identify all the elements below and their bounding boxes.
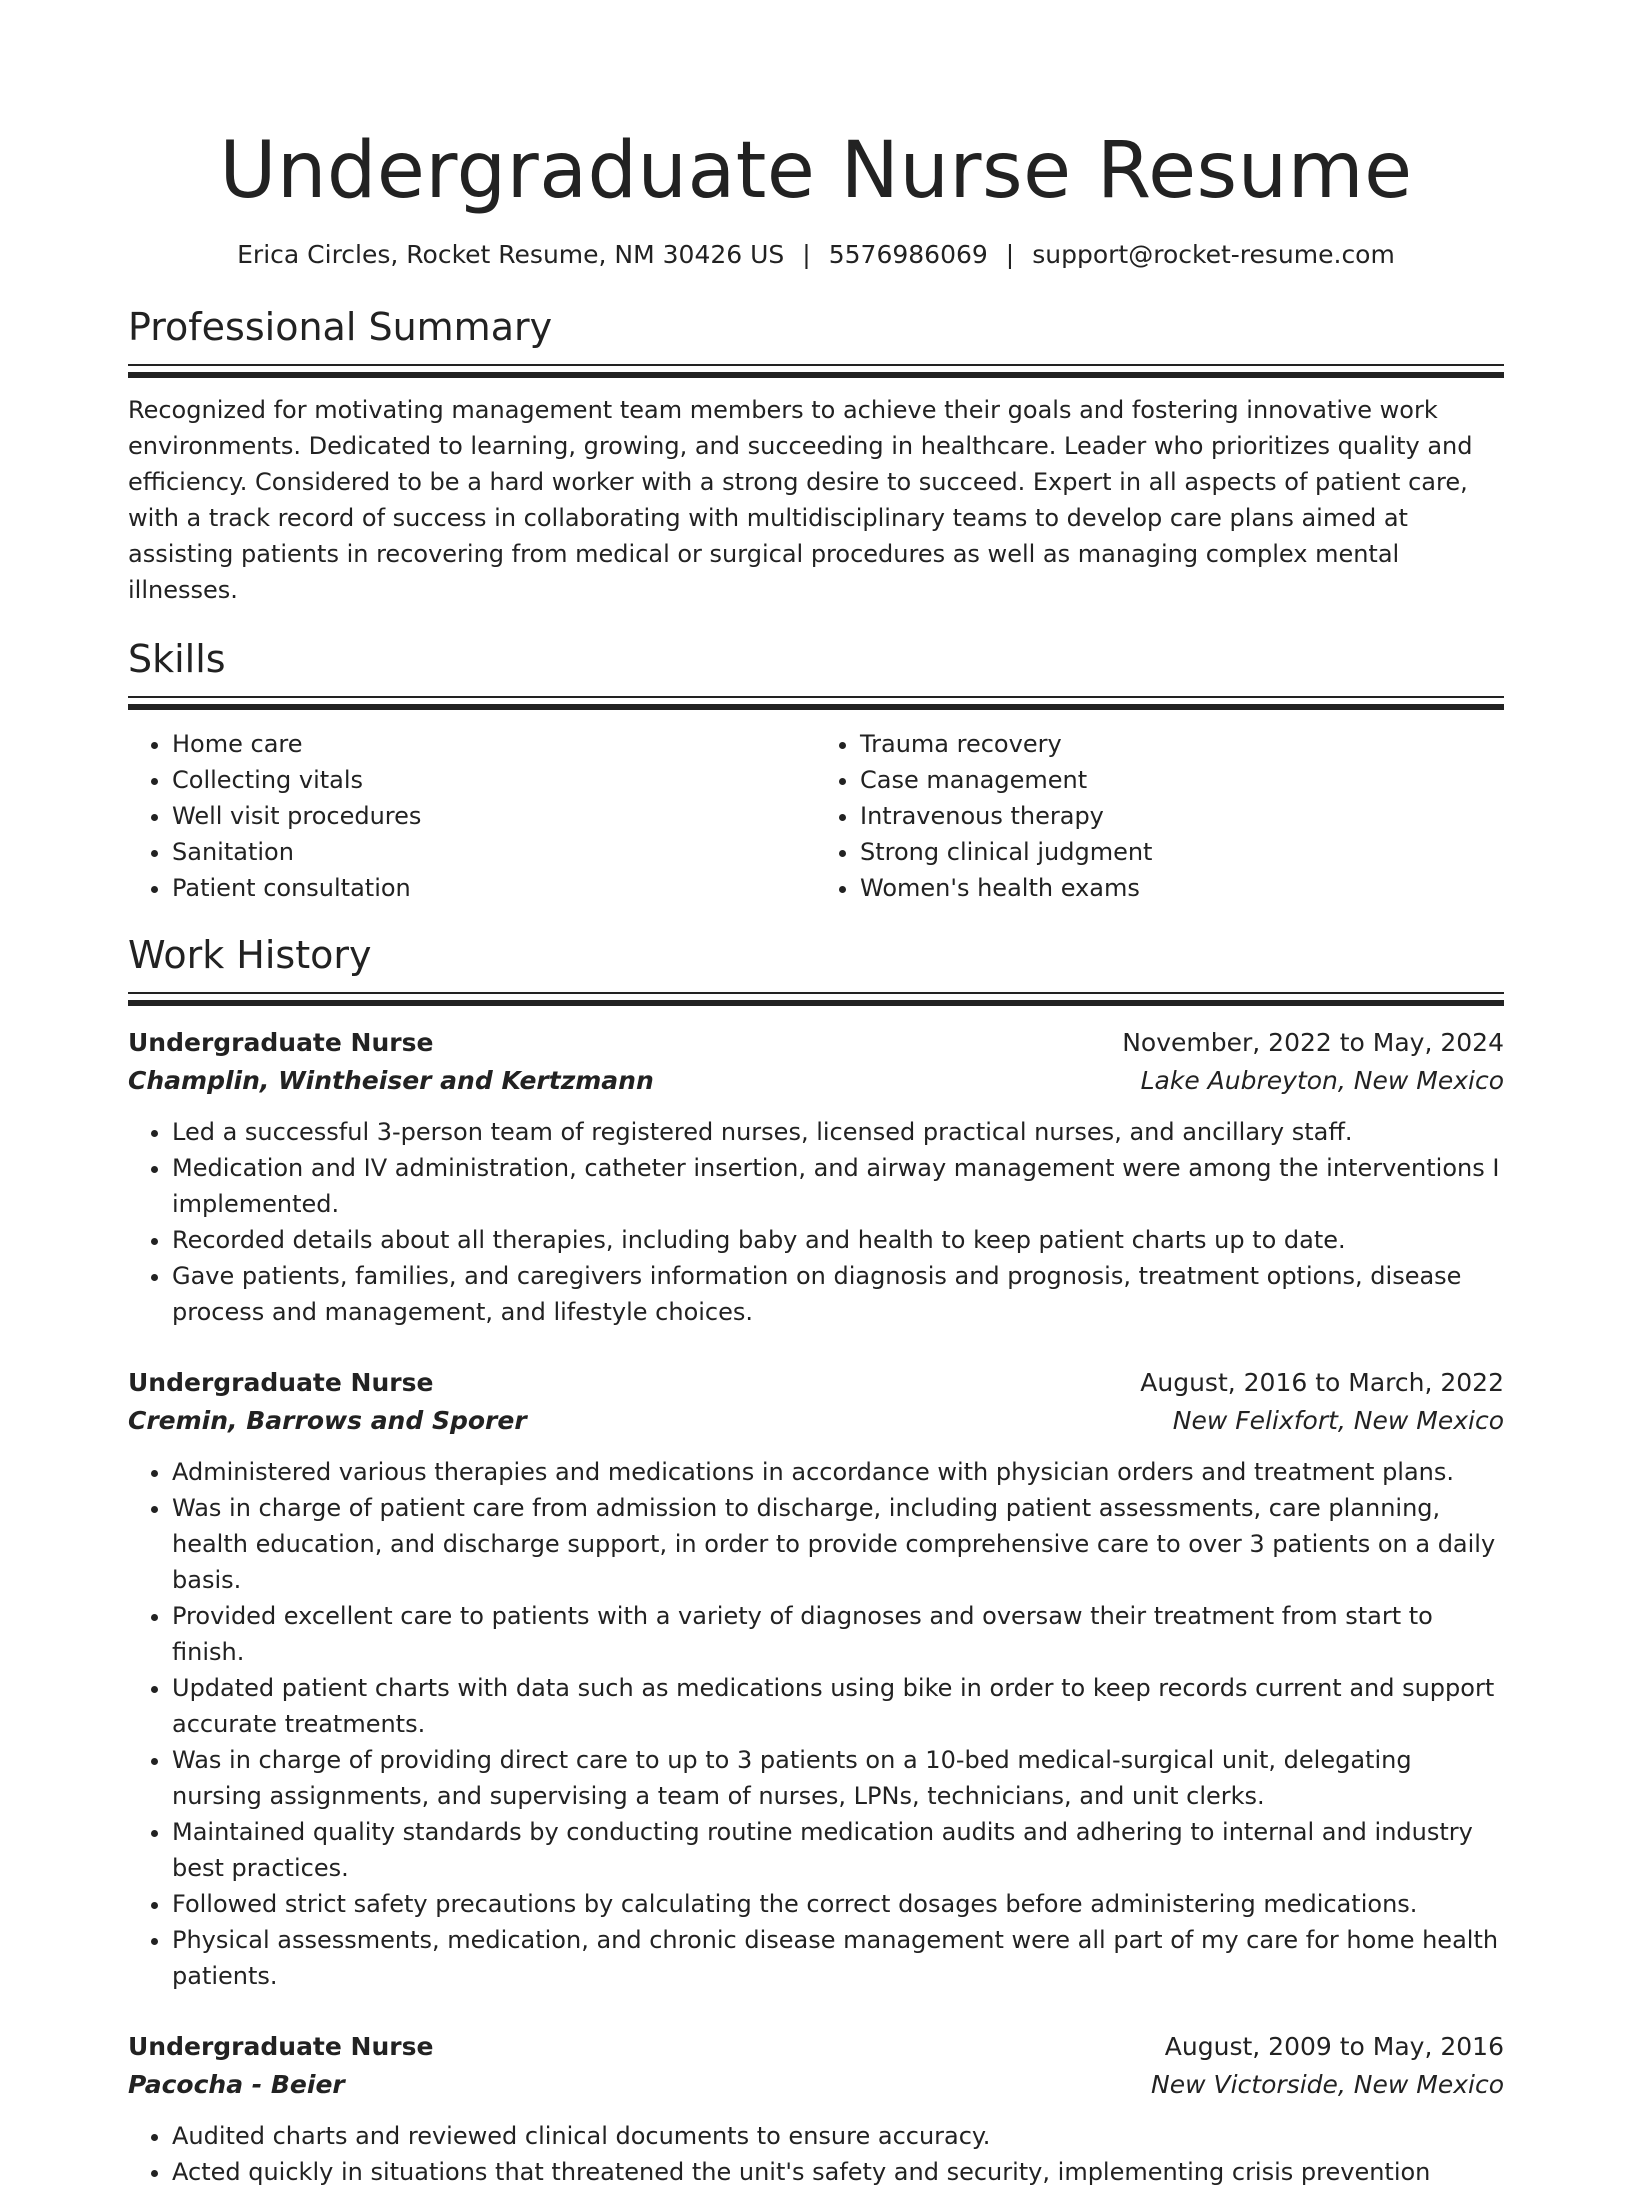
job-bullet: • Audited charts and reviewed clinical documents to ensure accuracy. (172, 2118, 1504, 2154)
job-company: Pacocha - Beier (128, 2070, 345, 2099)
job-subheader (128, 1402, 1504, 1440)
job-entry (128, 1364, 1504, 1994)
contact-email: support@rocket-resume.com (1032, 240, 1395, 269)
skill-item: • Collecting vitals (172, 762, 816, 798)
summary-text: Recognized for motivating management team members to achieve their goals and fostering innovative work environments. Dedicated to learning, growing, and succeeding in healthcare. Leader who prioritizes quality and efficiency. Considered to be a hard worker with a strong desire to succeed. Expert in all aspects of patient care, with a track record of success in collaborating with multidisciplinary teams to develop care plans aimed at assisting patients in recovering from medical or surgical procedures as well as managing complex mental illnesses. (128, 396, 1473, 604)
contact-separator: | (802, 240, 811, 269)
job-entry (128, 2028, 1504, 2190)
contact-address: Erica Circles, Rocket Resume, NM 30426 US (237, 240, 785, 269)
summary-heading: Professional Summary (128, 305, 553, 349)
job-bullet: • Led a successful 3-person team of registered nurses, licensed practical nurses, and ancillary staff. (172, 1114, 1504, 1150)
job-bullet: • Provided excellent care to patients with a variety of diagnoses and oversaw their treatment from start to finish. (172, 1598, 1504, 1670)
job-bullet: • Administered various therapies and medications in accordance with physician orders and treatment plans. (172, 1454, 1504, 1490)
job-dates: August, 2016 to March, 2022 (1140, 1368, 1504, 1397)
job-company: Champlin, Wintheiser and Kertzmann (128, 1066, 654, 1095)
section-divider (128, 696, 1504, 710)
job-bullets (128, 1114, 1504, 1330)
job-bullet: • Updated patient charts with data such as medications using bike in order to keep records current and support accurate treatments. (172, 1670, 1504, 1742)
skills-heading: Skills (128, 637, 226, 681)
job-entry (128, 1024, 1504, 1330)
skill-item: • Well visit procedures (172, 798, 816, 834)
job-header (128, 1364, 1504, 1402)
job-subheader (128, 1062, 1504, 1100)
job-header (128, 2028, 1504, 2066)
job-header (128, 1024, 1504, 1062)
skills-list-left (128, 726, 816, 906)
job-bullets (128, 2118, 1504, 2190)
skill-item: • Patient consultation (172, 870, 816, 906)
job-dates: August, 2009 to May, 2016 (1164, 2032, 1504, 2061)
work-section (128, 932, 1504, 2190)
skills-columns (128, 726, 1504, 906)
skills-list-right (816, 726, 1504, 906)
skill-item: • Home care (172, 726, 816, 762)
section-divider (128, 992, 1504, 1006)
section-divider (128, 364, 1504, 378)
resume-page (128, 0, 1504, 2190)
skill-item: • Women's health exams (860, 870, 1504, 906)
job-company: Cremin, Barrows and Sporer (128, 1406, 527, 1435)
job-bullets (128, 1454, 1504, 1994)
work-heading: Work History (128, 933, 372, 977)
skill-item: • Trauma recovery (860, 726, 1504, 762)
contact-line (128, 238, 1504, 272)
job-bullet: • Gave patients, families, and caregivers information on diagnosis and prognosis, treatment options, disease process and management, and lifestyle choices. (172, 1258, 1504, 1330)
job-title: Undergraduate Nurse (128, 2032, 434, 2061)
job-bullet: • Followed strict safety precautions by calculating the correct dosages before administering medications. (172, 1886, 1504, 1922)
skills-section (128, 636, 1504, 906)
job-bullet: • Medication and IV administration, catheter insertion, and airway management were among the interventions I implemented. (172, 1150, 1504, 1222)
job-location: New Victorside, New Mexico (1151, 2070, 1504, 2099)
contact-separator: | (1005, 240, 1015, 269)
job-bullet: • Physical assessments, medication, and chronic disease management were all part of my care for home health patients. (172, 1922, 1504, 1994)
summary-section (128, 304, 1504, 608)
job-bullet: • Recorded details about all therapies, including baby and health to keep patient charts up to date. (172, 1222, 1504, 1258)
skill-item: • Case management (860, 762, 1504, 798)
job-location: New Felixfort, New Mexico (1172, 1406, 1504, 1435)
job-dates: November, 2022 to May, 2024 (1122, 1028, 1504, 1057)
job-bullet: • Maintained quality standards by conducting routine medication audits and adhering to internal and industry best practices. (172, 1814, 1504, 1886)
skill-item: • Sanitation (172, 834, 816, 870)
job-bullet: • Was in charge of patient care from admission to discharge, including patient assessments, care planning, health education, and discharge support, in order to provide comprehensive care to over 3 patients on a daily basis. (172, 1490, 1504, 1598)
skill-item: • Strong clinical judgment (860, 834, 1504, 870)
job-location: Lake Aubreyton, New Mexico (1140, 1066, 1504, 1095)
job-bullet: • Was in charge of providing direct care to up to 3 patients on a 10-bed medical-surgical unit, delegating nursing assignments, and supervising a team of nurses, LPNs, technicians, and unit clerks. (172, 1742, 1504, 1814)
job-bullet: • Acted quickly in situations that threatened the unit's safety and security, implementing crisis prevention (172, 2154, 1504, 2190)
contact-phone: 5576986069 (828, 240, 988, 269)
job-title: Undergraduate Nurse (128, 1368, 434, 1397)
skill-item: • Intravenous therapy (860, 798, 1504, 834)
job-title: Undergraduate Nurse (128, 1028, 434, 1057)
job-subheader (128, 2066, 1504, 2104)
resume-title: Undergraduate Nurse Resume (219, 126, 1413, 216)
